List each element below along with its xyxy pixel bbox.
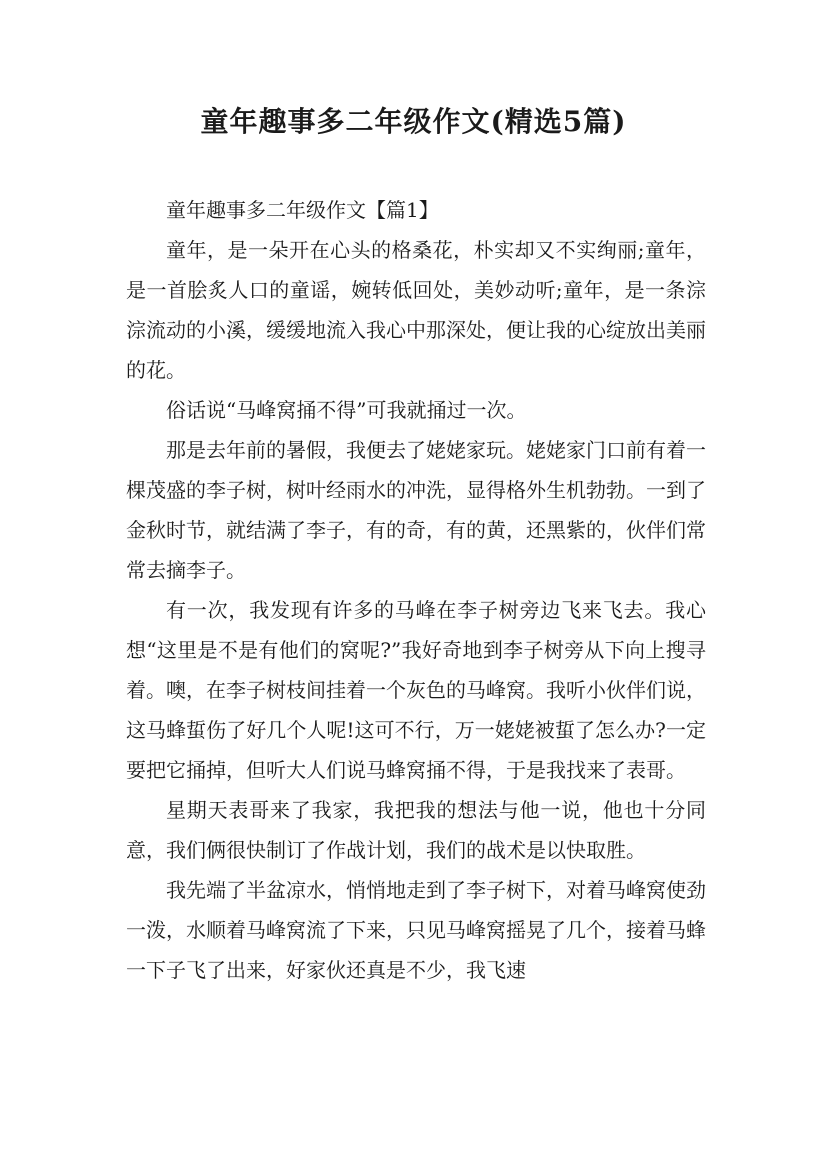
document-title: 童年趣事多二年级作文(精选5篇) [200, 105, 627, 138]
document-body [126, 190, 706, 990]
paragraph-5: 星期天表哥来了我家，我把我的想法与他一说，他也十分同意，我们俩很快制订了作战计划，我们的战术是以快取胜。 [126, 798, 706, 862]
paragraph-4: 有一次，我发现有许多的马峰在李子树旁边飞来飞去。我心想“这里是不是有他们的窝呢?”我好奇地到李子树旁从下向上搜寻着。噢，在李子树枝间挂着一个灰色的马峰窝。我听小伙伴们说，这马蜂蜇伤了好几个人呢!这可不行，万一姥姥被蜇了怎么办?一定要把它捅掉，但听大人们说马蜂窝捅不得，于是我找来了表哥。 [126, 598, 706, 782]
paragraph-2: 俗话说“马峰窝捅不得”可我就捅过一次。 [166, 398, 527, 422]
paragraph-3: 那是去年前的暑假，我便去了姥姥家玩。姥姥家门口前有着一棵茂盛的李子树，树叶经雨水的冲洗，显得格外生机勃勃。一到了金秋时节，就结满了李子，有的奇，有的黄，还黑紫的，伙伴们常常去摘李子。 [126, 438, 706, 582]
section-heading: 童年趣事多二年级作文【篇1】 [166, 198, 439, 222]
paragraph-1: 童年，是一朵开在心头的格桑花，朴实却又不实绚丽;童年，是一首脍炙人口的童谣，婉转低回处，美妙动听;童年，是一条淙淙流动的小溪，缓缓地流入我心中那深处，便让我的心绽放出美丽的花。 [126, 238, 706, 382]
paragraph-6: 我先端了半盆凉水，悄悄地走到了李子树下，对着马峰窝使劲一泼，水顺着马峰窝流了下来，只见马峰窝摇晃了几个，接着马蜂一下子飞了出来，好家伙还真是不少，我飞速 [126, 878, 706, 982]
